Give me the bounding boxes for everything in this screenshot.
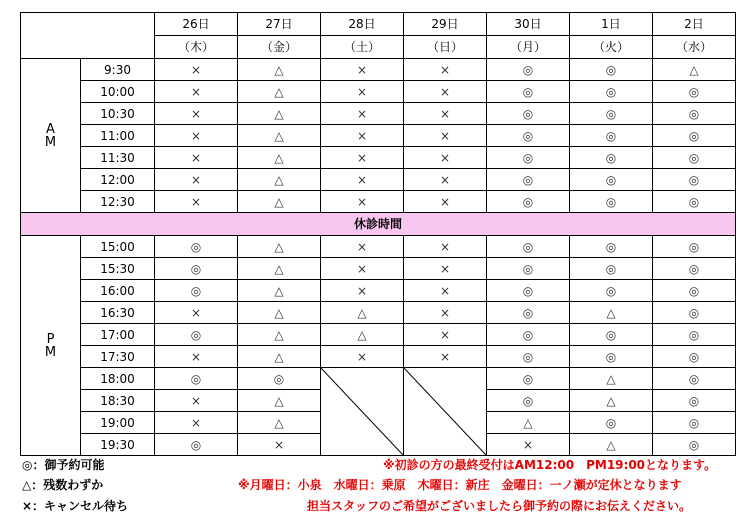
availability-mark[interactable]: ◎ (653, 390, 736, 412)
availability-mark[interactable]: × (321, 59, 404, 81)
am-slot-row (21, 81, 736, 103)
note-staff-request: 担当スタッフのご希望がございましたら御予約の際にお伝えください。 (307, 499, 692, 513)
availability-mark[interactable]: ◎ (155, 280, 238, 302)
am-slot-row (21, 103, 736, 125)
time-slot-label: 10:30 (81, 103, 155, 125)
availability-mark[interactable]: ◎ (653, 346, 736, 368)
availability-mark[interactable]: ◎ (653, 125, 736, 147)
availability-mark[interactable]: × (404, 125, 487, 147)
time-slot-label: 17:30 (81, 346, 155, 368)
pm-slot-row (21, 258, 736, 280)
time-slot-label: 12:00 (81, 169, 155, 191)
time-slot-label: 12:30 (81, 191, 155, 213)
availability-mark[interactable]: △ (321, 324, 404, 346)
availability-mark[interactable]: ◎ (653, 147, 736, 169)
availability-mark[interactable]: ◎ (487, 258, 570, 280)
date-header-cell: 28日 (321, 13, 404, 36)
time-slot-label: 19:30 (81, 434, 155, 456)
availability-mark[interactable]: △ (238, 258, 321, 280)
availability-mark[interactable]: ◎ (487, 280, 570, 302)
time-slot-label: 15:00 (81, 236, 155, 258)
availability-mark[interactable]: ◎ (653, 368, 736, 390)
availability-mark[interactable]: ◎ (653, 280, 736, 302)
availability-mark[interactable]: △ (238, 412, 321, 434)
availability-mark[interactable]: △ (238, 346, 321, 368)
availability-mark[interactable]: ◎ (653, 191, 736, 213)
availability-mark[interactable]: ◎ (155, 324, 238, 346)
time-slot-label: 10:00 (81, 81, 155, 103)
pm-slot-row (21, 302, 736, 324)
legend-available: ◎：御予約可能 (22, 458, 105, 472)
availability-mark[interactable]: × (404, 324, 487, 346)
availability-mark[interactable]: × (155, 59, 238, 81)
legend-few-left: △：残数わずか (22, 478, 104, 492)
availability-mark[interactable]: × (404, 302, 487, 324)
diagonal-slash-icon (321, 368, 403, 455)
availability-mark[interactable]: ◎ (487, 103, 570, 125)
date-header-cell: 1日 (570, 13, 653, 36)
availability-mark[interactable]: △ (238, 302, 321, 324)
date-header-cell: 27日 (238, 13, 321, 36)
break-row (21, 213, 736, 236)
note-staff-days-off: ※月曜日：小泉 水曜日：乗原 木曜日：新庄 金曜日：一ノ瀬が定休となります (238, 478, 682, 492)
pm-slot-row (21, 280, 736, 302)
availability-mark[interactable]: × (321, 258, 404, 280)
weekday-header-cell: （水） (653, 36, 736, 59)
availability-mark[interactable]: × (404, 147, 487, 169)
availability-mark[interactable]: ◎ (487, 169, 570, 191)
corner-cell (21, 13, 155, 59)
availability-mark[interactable]: △ (653, 59, 736, 81)
availability-mark[interactable]: × (155, 147, 238, 169)
closed-slot-block (404, 368, 487, 456)
availability-mark[interactable]: × (155, 390, 238, 412)
pm-slot-row (21, 368, 736, 390)
availability-mark[interactable]: × (321, 236, 404, 258)
availability-mark[interactable]: ◎ (570, 59, 653, 81)
availability-mark[interactable]: △ (238, 81, 321, 103)
availability-mark[interactable]: △ (487, 412, 570, 434)
availability-mark[interactable]: ◎ (570, 412, 653, 434)
availability-mark[interactable]: × (404, 236, 487, 258)
availability-mark[interactable]: ◎ (238, 368, 321, 390)
availability-mark[interactable]: ◎ (653, 302, 736, 324)
availability-mark[interactable]: ◎ (570, 346, 653, 368)
availability-mark[interactable]: × (155, 302, 238, 324)
am-slot-row (21, 147, 736, 169)
availability-mark[interactable]: ◎ (653, 412, 736, 434)
time-slot-label: 19:00 (81, 412, 155, 434)
availability-mark[interactable]: △ (570, 368, 653, 390)
availability-mark[interactable]: ◎ (155, 258, 238, 280)
availability-mark[interactable]: × (321, 169, 404, 191)
pm-slot-row (21, 324, 736, 346)
time-slot-label: 18:30 (81, 390, 155, 412)
availability-mark[interactable]: × (155, 103, 238, 125)
availability-mark[interactable]: × (404, 169, 487, 191)
availability-mark[interactable]: × (321, 346, 404, 368)
availability-mark[interactable]: ◎ (653, 324, 736, 346)
am-slot-row (21, 191, 736, 213)
weekday-header-cell: （土） (321, 36, 404, 59)
availability-mark[interactable]: ◎ (487, 368, 570, 390)
availability-mark[interactable]: ◎ (570, 191, 653, 213)
time-slot-label: 18:00 (81, 368, 155, 390)
break-label: 休診時間 (21, 213, 736, 236)
availability-mark[interactable]: ◎ (487, 236, 570, 258)
availability-mark[interactable]: △ (238, 125, 321, 147)
availability-mark[interactable]: × (155, 346, 238, 368)
availability-mark[interactable]: × (404, 59, 487, 81)
availability-mark[interactable]: ◎ (570, 258, 653, 280)
availability-mark[interactable]: ◎ (653, 81, 736, 103)
availability-mark[interactable]: × (404, 280, 487, 302)
availability-mark[interactable]: △ (238, 280, 321, 302)
am-label: A M (21, 59, 81, 213)
availability-mark[interactable]: × (155, 81, 238, 103)
time-slot-label: 17:00 (81, 324, 155, 346)
availability-mark[interactable]: ◎ (487, 147, 570, 169)
availability-mark[interactable]: × (155, 412, 238, 434)
legend-waitlist: ×：キャンセル待ち (22, 499, 129, 513)
availability-mark[interactable]: △ (238, 390, 321, 412)
time-slot-label: 9:30 (81, 59, 155, 81)
date-header-cell: 2日 (653, 13, 736, 36)
availability-mark[interactable]: ◎ (653, 258, 736, 280)
availability-mark[interactable]: △ (238, 59, 321, 81)
am-slot-row (21, 59, 736, 81)
availability-mark[interactable]: ◎ (487, 390, 570, 412)
availability-mark[interactable]: △ (570, 434, 653, 456)
weekday-header-cell: （火） (570, 36, 653, 59)
date-header-row (21, 13, 736, 36)
availability-mark[interactable]: × (487, 434, 570, 456)
closed-slot-block (321, 368, 404, 456)
availability-mark[interactable]: △ (238, 191, 321, 213)
availability-mark[interactable]: × (321, 81, 404, 103)
availability-mark[interactable]: ◎ (570, 280, 653, 302)
date-header-cell: 29日 (404, 13, 487, 36)
availability-mark[interactable]: ◎ (570, 169, 653, 191)
schedule-body (21, 59, 736, 456)
time-slot-label: 11:00 (81, 125, 155, 147)
availability-mark[interactable]: ◎ (155, 236, 238, 258)
availability-mark[interactable]: × (155, 125, 238, 147)
availability-mark[interactable]: × (155, 191, 238, 213)
availability-mark[interactable]: △ (238, 103, 321, 125)
appointment-schedule-table (20, 12, 736, 456)
availability-mark[interactable]: × (404, 191, 487, 213)
pm-label: P M (21, 236, 81, 456)
availability-mark[interactable]: ◎ (653, 236, 736, 258)
availability-mark[interactable]: △ (570, 390, 653, 412)
availability-mark[interactable]: × (321, 125, 404, 147)
availability-mark[interactable]: ◎ (487, 191, 570, 213)
availability-mark[interactable]: ◎ (653, 103, 736, 125)
availability-mark[interactable]: ◎ (487, 324, 570, 346)
availability-mark[interactable]: × (321, 191, 404, 213)
time-slot-label: 15:30 (81, 258, 155, 280)
availability-mark[interactable]: ◎ (155, 434, 238, 456)
availability-mark[interactable]: △ (238, 147, 321, 169)
am-slot-row (21, 169, 736, 191)
availability-mark[interactable]: ◎ (570, 81, 653, 103)
availability-mark[interactable]: ◎ (487, 81, 570, 103)
availability-mark[interactable]: × (404, 81, 487, 103)
availability-mark[interactable]: ◎ (653, 434, 736, 456)
availability-mark[interactable]: ◎ (570, 103, 653, 125)
diagonal-slash-icon (404, 368, 486, 455)
availability-mark[interactable]: × (404, 346, 487, 368)
availability-mark[interactable]: △ (321, 302, 404, 324)
availability-mark[interactable]: ◎ (487, 125, 570, 147)
am-slot-row (21, 125, 736, 147)
availability-mark[interactable]: △ (238, 169, 321, 191)
availability-mark[interactable]: × (321, 103, 404, 125)
availability-mark[interactable]: × (404, 103, 487, 125)
pm-slot-row (21, 346, 736, 368)
availability-mark[interactable]: △ (238, 236, 321, 258)
availability-mark[interactable]: ◎ (570, 147, 653, 169)
weekday-header-cell: （月） (487, 36, 570, 59)
time-slot-label: 16:00 (81, 280, 155, 302)
weekday-header-cell: （木） (155, 36, 238, 59)
availability-mark[interactable]: × (404, 258, 487, 280)
availability-mark[interactable]: × (155, 169, 238, 191)
availability-mark[interactable]: ◎ (570, 125, 653, 147)
availability-mark[interactable]: ◎ (570, 324, 653, 346)
availability-mark[interactable]: ◎ (570, 236, 653, 258)
availability-mark[interactable]: △ (238, 324, 321, 346)
availability-mark[interactable]: × (321, 147, 404, 169)
date-header-cell: 30日 (487, 13, 570, 36)
availability-mark[interactable]: × (321, 280, 404, 302)
availability-mark[interactable]: ◎ (487, 346, 570, 368)
availability-mark[interactable]: △ (570, 302, 653, 324)
note-last-reception: ※初診の方の最終受付はAM12:00 PM19:00となります。 (383, 458, 717, 472)
availability-mark[interactable]: ◎ (487, 59, 570, 81)
date-header-cell: 26日 (155, 13, 238, 36)
availability-mark[interactable]: × (238, 434, 321, 456)
availability-mark[interactable]: ◎ (155, 368, 238, 390)
weekday-header-cell: （日） (404, 36, 487, 59)
availability-mark[interactable]: ◎ (653, 169, 736, 191)
time-slot-label: 11:30 (81, 147, 155, 169)
pm-slot-row (21, 236, 736, 258)
time-slot-label: 16:30 (81, 302, 155, 324)
weekday-header-cell: （金） (238, 36, 321, 59)
availability-mark[interactable]: ◎ (487, 302, 570, 324)
